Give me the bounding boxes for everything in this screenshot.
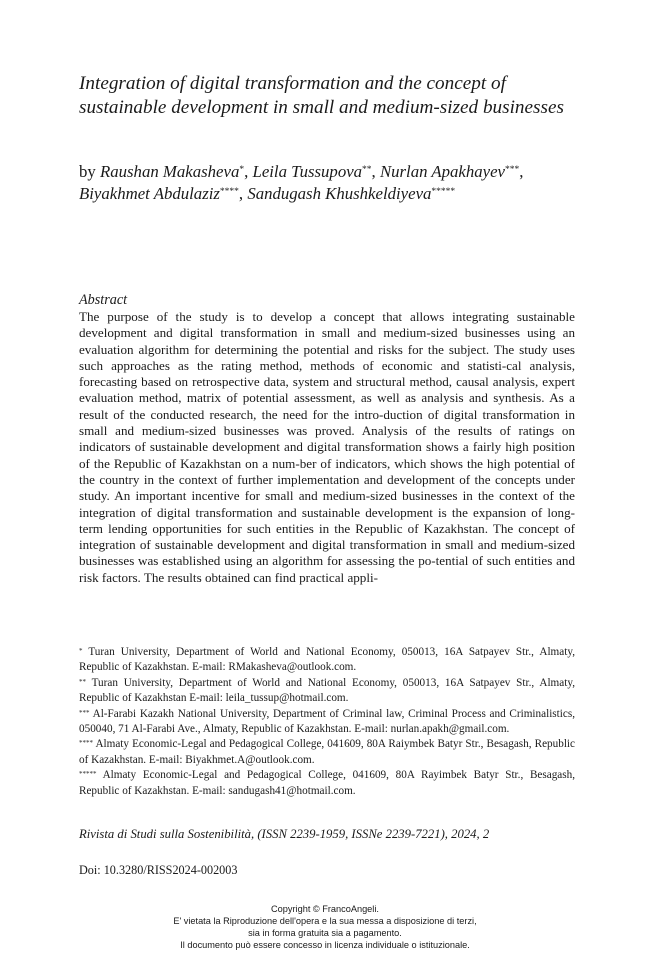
abstract-body: The purpose of the study is to develop a concept that allows integrating sustainable development and digital transformation in small and medium-sized businesses using an evaluation algorithm for determining the potential and risks for the subject. The study uses such approaches as the rating method, methods of economic and statisti-cal analysis, forecasting based on retrospective data, system and structural method, causal analysis, expert evaluation method, matrix of potential assessment, as well as analysis and synthesis. As a result of the conducted research, the need for the intro-duction of digital transformation in small and medium-sized businesses was proved. Analysis of the results of ratings on indicators of sustainable development and digital transformation shows a fairly high position of the Republic of Kazakhstan on a num-ber of indicators, which shows the high potential of the country in the context of further implementation and development of the concepts under study. An important incentive for small and medium-sized businesses in the context of the integration of digital transformation and sustainable development is the expansion of long-term lending opportunities for such entities in the Republic of Kazakhstan. The concept of integration of sustainable development and digital transformation in small and medium-sized businesses was established using an algorithm for assessing the po-tential of such entities and risk factors. The results obtained can find practical appli- bbox=[79, 309, 575, 585]
affiliation-footnotes bbox=[79, 645, 575, 799]
author-name: Raushan Makasheva bbox=[99, 162, 240, 181]
footnote bbox=[79, 737, 575, 768]
footnote-text: Almaty Economic-Legal and Pedagogical College, 041609, 80A Rayimbek Batyr Str., Besagash, Republic of Kazakhstan. E-mail: sandugash41@hotmail.com. bbox=[79, 769, 575, 797]
author-separator: , bbox=[371, 162, 380, 181]
abstract-heading: Abstract bbox=[79, 292, 128, 308]
footnote bbox=[79, 768, 575, 799]
footnote-mark: ***** bbox=[79, 770, 97, 779]
copyright-notice bbox=[0, 903, 650, 951]
footnote-text: Turan University, Department of World and National Economy, 050013, 16A Satpayev Str., Almaty, Republic of Kazakhstan E-mail: leila_tussup@hotmail.com. bbox=[79, 676, 575, 705]
copyright-line: Copyright © FrancoAngeli. bbox=[271, 904, 379, 914]
footnote-text: Turan University, Department of World and National Economy, 050013, 16A Satpayev Str., Almaty, Republic of Kazakhstan. E-mail: RMakasheva@outlook.com. bbox=[79, 646, 575, 674]
footnote-mark: ** bbox=[79, 677, 86, 686]
author-footnote-mark: ***** bbox=[431, 187, 456, 197]
footnote-mark: * bbox=[79, 647, 83, 655]
copyright-line: sia in forma gratuita sia a pagamento. bbox=[248, 928, 402, 938]
author-name: Nurlan Apakhayev bbox=[379, 162, 505, 181]
author-footnote-mark: **** bbox=[219, 187, 239, 197]
footnote-text: Almaty Economic-Legal and Pedagogical College, 041609, 80A Raiymbek Batyr Str., Besagash, Republic of Kazakhstan. E-mail: Biyakhmet.A@outlook.com. bbox=[79, 738, 575, 766]
author-name: Leila Tussupova bbox=[252, 162, 363, 181]
author-footnote-mark: *** bbox=[505, 165, 520, 175]
author-footnote-mark: ** bbox=[362, 165, 372, 175]
author-separator: , bbox=[238, 184, 248, 203]
author-name: Sandugash Khushkeldiyeva bbox=[247, 184, 432, 203]
paper-title: Integration of digital transformation and the concept of sustainable development in small and medium-sized businesses bbox=[79, 73, 564, 118]
author-footnote-mark: * bbox=[239, 165, 245, 175]
author-separator: , bbox=[519, 162, 524, 181]
footnote-mark: **** bbox=[79, 739, 93, 748]
footnote bbox=[79, 676, 575, 707]
author-name: Biyakhmet Abdulaziz bbox=[79, 184, 220, 203]
footnote bbox=[79, 707, 575, 738]
footnote bbox=[79, 645, 575, 676]
author-list bbox=[79, 162, 523, 203]
footnote-text: Al-Farabi Kazakh National University, Department of Criminal law, Criminal Process and Criminalistics, 050040, 71 Al-Farabi Ave., Almaty, Republic of Kazakhstan. E-mail: nurlan.apakh@gmail.com. bbox=[79, 707, 575, 736]
author-byline bbox=[79, 161, 575, 205]
footnote-mark: *** bbox=[79, 708, 90, 717]
doi-line: Doi: 10.3280/RISS2024-002003 bbox=[79, 863, 238, 877]
copyright-line: Il documento può essere concesso in licenza individuale o istituzionale. bbox=[180, 940, 470, 950]
author-separator: , bbox=[244, 162, 253, 181]
byline-prefix: by bbox=[79, 162, 100, 181]
copyright-line: E' vietata la Riproduzione dell'opera e la sua messa a disposizione di terzi, bbox=[173, 916, 477, 926]
journal-citation: Rivista di Studi sulla Sostenibilità, (ISSN 2239-1959, ISSNe 2239-7221), 2024, 2 bbox=[79, 827, 490, 841]
